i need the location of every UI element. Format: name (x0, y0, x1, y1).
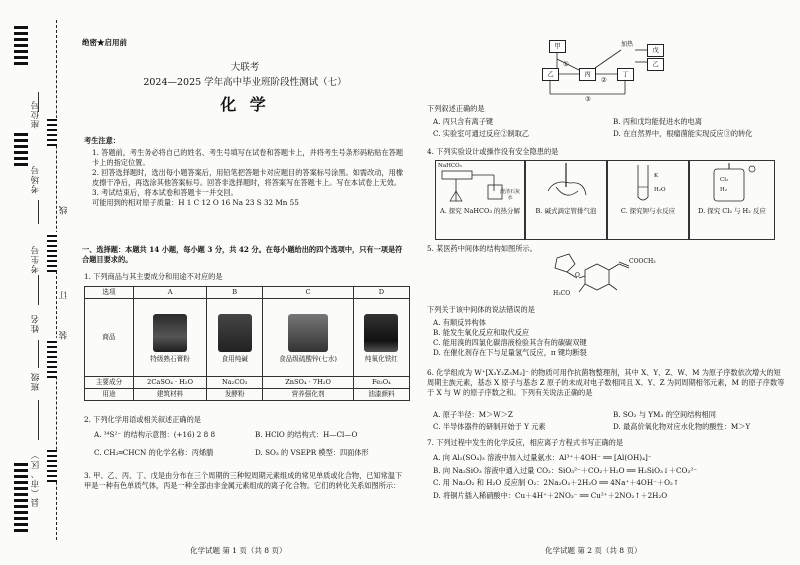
q6-options (433, 410, 783, 432)
q4-c-potassium: K (654, 173, 659, 179)
q4-c-water: H₂O (654, 187, 666, 193)
q6-option-b: B. SO₂ 与 YM₃ 的空间结构相同 (613, 410, 716, 419)
notes-list (92, 148, 407, 208)
exam-room-label: 考场号 (31, 165, 41, 194)
q4-label-a: A. 探究 NaHCO₃ 的热分解 (439, 207, 521, 215)
q3-step-1: ① (563, 60, 569, 68)
page-1-column (80, 0, 410, 565)
strip-bars-2 (47, 232, 57, 272)
q1-goods-c (263, 299, 354, 377)
q4-label-d: D. 探究 Cl₂ 与 H₂ 反应 (698, 207, 766, 215)
q4-cell-d (689, 160, 775, 240)
footer-page-1: 化学试题 第 1 页（共 8 页） (190, 546, 287, 555)
page-2-column (425, 0, 790, 565)
q1-header-b: B (207, 287, 263, 299)
q5-ester-label: COOCH₃ (629, 258, 656, 265)
exam-id-field-line (38, 275, 39, 305)
name-label: 姓名 (31, 314, 41, 333)
q5-option-d: D. 在催化剂存在下与足量氢气反应，π 键均断裂 (433, 347, 587, 357)
q1-goods-c-label: 食品级硫酸锌(七水) (279, 354, 337, 363)
q3-option-b: B. 丙和戊均能促进水的电离 (613, 117, 702, 126)
q1-goods-a (134, 299, 207, 377)
binding-strip (0, 0, 72, 565)
exam-id-label: 考生号 (31, 245, 41, 274)
strip-stripe-bottom (14, 462, 28, 532)
q4-gas-bottle (690, 161, 774, 205)
q4-label-c: C. 探究钾与水反应 (620, 207, 676, 215)
q4-burette-hand (526, 161, 606, 205)
q7-options (433, 452, 788, 502)
atomic-masses: 可能用到的相对原子质量：H 1 C 12 O 16 Na 23 S 32 Mn 55 (92, 197, 299, 207)
q1-header-a: A (134, 287, 207, 299)
q5-structure (545, 252, 675, 302)
q1-goods-d (353, 299, 409, 377)
soda-bag-image (218, 314, 252, 352)
q7-option-b: B. 向 Na₂SiO₃ 溶液中通入过量 CO₂：SiO₃²⁻＋CO₂＋H₂O ══ H₂SiO₃↓＋CO₃²⁻ (433, 465, 698, 475)
cut-line-mark: 线 (59, 205, 69, 215)
q1-comp-a: 2CaSO₄ · H₂O (134, 377, 207, 389)
q1-use-b: 发酵粉 (207, 389, 263, 401)
q1-goods-b-label: 食用纯碱 (221, 354, 248, 363)
class-label: 班级 (31, 372, 41, 391)
q6-stem: 6. 化学组成为 W⁺[X₃Y₂Z₃M₂]⁻ 的物质可用作抗菌物整理剂，其中 X、Y、Z、W、M 为原子序数依次增大的短周期主族元素，基态 X 原子与基态 Z 原子的未成对电子数相同且 X、Y、Z 为同周期相邻元素，M 的原子序数等于 X 与 W 的原子序数之和。下列有关说法正确的是 (427, 368, 785, 397)
q3-box-bing: 丙 (579, 68, 596, 81)
q3-option-d: D. 在自然界中，根瘤菌能实现反应③的转化 (613, 128, 753, 138)
note-item-2: 2. 回答选择题时，选出每小题答案后，用铅笔把答题卡对应题目的答案标号涂黑。如需改动，用橡皮擦干净后，再选涂其他答案标号。回答非选择题时，将答案写在答题卡上。写在本试卷上无效。 (92, 167, 404, 187)
q1-use-c: 营养强化剂 (263, 389, 354, 401)
q1-use-a: 建筑材料 (134, 389, 207, 401)
seat-field-line (38, 92, 39, 112)
q5-option-c: C. 能用溴的四氯化碳溶液检验其含有的碳碳双键 (433, 337, 587, 347)
q4-cell-b (525, 160, 607, 240)
q2-stem: 2. 下列化学用语或相关叙述正确的是 (84, 415, 201, 424)
q1-goods-b (207, 299, 263, 377)
strip-bars-3 (47, 338, 57, 378)
q2-option-d: D. SO₃ 的 VSEPR 模型：四面体形 (255, 447, 369, 457)
q5-options (433, 318, 783, 358)
q1-table (84, 286, 410, 401)
exam-room-field-line (38, 200, 39, 224)
q6-option-d: D. 最高价氧化物对应水化物的酸性：M＞Y (613, 421, 751, 431)
q1-use-label: 用途 (85, 389, 134, 401)
footer-page-2: 化学试题 第 2 页（共 8 页） (545, 546, 642, 555)
q3-box-wu: 戊 (647, 44, 664, 57)
q1-comp-b: Na₂CO₃ (207, 377, 263, 389)
zinc-sulfate-bag-image (288, 314, 328, 352)
q7-option-a: A. 向 Al₂(SO₄)₃ 溶液中加入过量氨水：Al³⁺＋4OH⁻ ══ [Al(OH)₄]⁻ (433, 453, 652, 462)
notes-title: 考生注意： (84, 136, 120, 145)
q7-option-c: C. 用 Na₂O₂ 和 H₂O 反应制 O₂：2Na₂O₂＋2H₂O ══ 4Na⁺＋4OH⁻＋O₂↑ (433, 478, 679, 488)
note-item-1: 1. 答题前，考生务必将自己的姓名、考生号填写在试卷和答题卡上，并将考生号条形码粘贴在答题卡上的指定位置。 (92, 148, 404, 167)
q5-methoxy-label: H₃CO (553, 290, 571, 297)
q1-goods-a-label: 特级熟石膏粉 (150, 354, 190, 363)
q3-box-jia: 甲 (549, 40, 566, 53)
class-field-line (38, 400, 39, 440)
q2-option-c: C. CH₂═CHCN 的化学名称：丙烯腈 (94, 447, 214, 457)
seal-mark: 装 (59, 330, 69, 340)
county-label: 县（市、区） (31, 450, 41, 507)
q3-stem-cont: 下列叙述正确的是 (427, 104, 485, 113)
q1-stem: 1. 下列商品与其主要成分和用途不对应的是 (84, 272, 223, 281)
q2-option-b: B. HClO 的结构式：H—Cl—O (255, 430, 358, 439)
q3-stem: 3. 甲、乙、丙、丁、戊是由分布在三个周期的三种短周期元素组成的常见单质或化合物，已知常温下甲是一种有色单质气体，丙是一种全部由非金属元素组成的离子化合物。它们的转化关系如图所示： (84, 471, 403, 490)
q4-label-b: B. 碱式滴定管排气泡 (535, 207, 597, 215)
q1-header-d: D (353, 287, 409, 299)
strip-stripe-top (14, 25, 28, 65)
q4-figure (435, 160, 785, 240)
plaster-bag-image (153, 314, 187, 352)
q3-step-2: ② (601, 76, 607, 84)
exam-subtitle: 2024—2025 学年高中毕业班阶段性测试（七） (143, 77, 347, 88)
seat-label: 座位号 (31, 100, 41, 129)
q4-d-chlorine: Cl₂ (720, 177, 729, 183)
strip-stripe-mid (14, 130, 28, 166)
q4-test-tube (608, 161, 688, 205)
q3-box-yi-2: 乙 (647, 58, 664, 71)
q1-use-d: 油漆颜料 (353, 389, 409, 401)
q6-option-a: A. 原子半径：M＞W＞Z (433, 410, 513, 419)
q2-options (94, 430, 406, 458)
q1-comp-c: ZnSO₄ · 7H₂O (263, 377, 354, 389)
q3-box-ding: 丁 (617, 68, 634, 81)
q5-option-b: B. 能发生氧化反应和取代反应 (433, 327, 530, 337)
q4-cell-c (607, 160, 689, 240)
q5-option-a: A. 有顺反异构体 (433, 318, 486, 327)
q1-header-option: 选项 (85, 287, 134, 299)
q1-header-c: C (263, 287, 354, 299)
q4-d-hydrogen: H₂ (720, 187, 728, 193)
name-field-line (38, 340, 39, 368)
q6-option-c: C. 半导体器件的研制开始于 Y 元素 (433, 421, 546, 431)
q1-comp-d: Fe₃O₄ (353, 377, 409, 389)
iron-oxide-bag-image (364, 314, 398, 352)
q4-a-reagent: NaHCO₃ (438, 163, 462, 169)
section-1-heading: 一、选择题：本题共 14 小题，每小题 3 分，共 42 分。在每小题给出的四个选项中，只有一项是符合题目要求的。 (82, 245, 403, 264)
q1-goods-label: 商品 (85, 299, 134, 377)
q3-option-c: C. 实验室可通过反应②制取乙 (433, 128, 530, 138)
q1-comp-label: 主要成分 (85, 377, 134, 389)
q5-stem: 5. 某医药中间体的结构如图所示。 (427, 244, 537, 253)
exam-org: 大联考 (230, 62, 260, 73)
bind-mark: 订 (59, 290, 69, 300)
q3-options (433, 117, 783, 139)
q4-cell-a (435, 160, 525, 240)
q4-stem: 4. 下列实验设计或操作没有安全隐患的是 (427, 147, 559, 156)
strip-bars-4 (47, 450, 57, 482)
q5-stem-2: 下列关于该中间体的说法错误的是 (427, 305, 535, 314)
q3-box-yi: 乙 (542, 68, 559, 81)
q4-a-limewater: 澄清石灰水 (499, 189, 520, 201)
q1-goods-d-label: 纯氧化铁红 (364, 354, 398, 363)
q2-option-a: A. ³⁴S²⁻ 的结构示意图：(+16) 2 8 8 (94, 430, 216, 439)
q5-oxygen-label: O (575, 272, 580, 279)
q7-option-d: D. 将铜片插入稀硝酸中：Cu＋4H⁺＋2NO₃⁻ ══ Cu²⁺＋2NO₂↑＋2H₂O (433, 490, 668, 500)
q3-option-a: A. 丙只含有离子键 (433, 117, 494, 126)
q1-table-wrap (84, 286, 410, 401)
q3-diagram (535, 38, 665, 104)
q3-step-3: ③ (585, 95, 591, 103)
note-item-3: 3. 考试结束后，将本试卷和答题卡一并交回。 (92, 187, 238, 197)
subject-title: 化 学 (220, 95, 270, 114)
q3-heat-label: 加热 (621, 41, 634, 48)
strip-bars-1 (47, 118, 57, 146)
secret-mark: 绝密★启用前 (82, 38, 127, 47)
q7-stem: 7. 下列过程中发生的化学反应，相应离子方程式书写正确的是 (427, 438, 624, 447)
